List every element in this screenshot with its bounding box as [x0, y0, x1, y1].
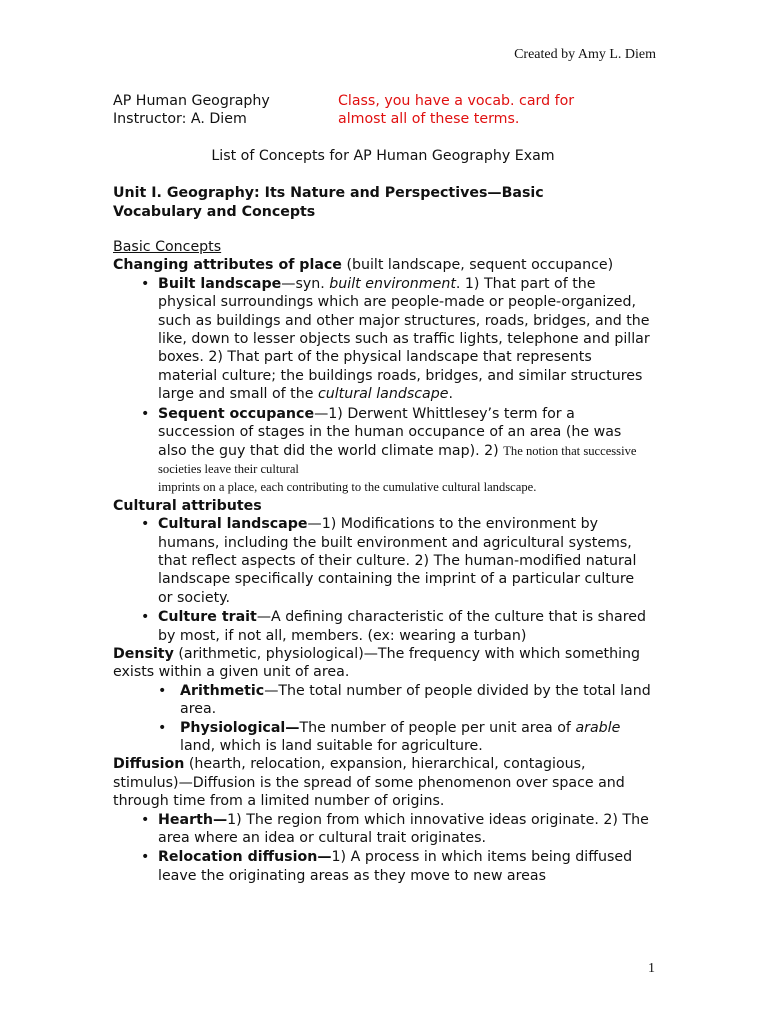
list-item: [113, 275, 653, 404]
changing-attributes-entry: [113, 256, 653, 274]
cultural-attributes-entry: [113, 497, 653, 515]
physiological-definition: The number of people per unit area of: [299, 719, 576, 736]
course-name: AP Human Geography: [113, 93, 270, 109]
changing-attributes-note: (built landscape, sequent occupance): [341, 257, 614, 274]
diffusion-entry: [113, 755, 653, 810]
instructor-name: Instructor: A. Diem: [113, 111, 247, 128]
built-environment-syn: built environment: [329, 275, 456, 292]
diffusion-term: Diffusion: [113, 756, 185, 773]
physiological-definition-end: land, which is land suitable for agriculture.: [180, 738, 483, 754]
arable-em: arable: [575, 719, 621, 736]
notice-line-2: almost all of these terms.: [338, 111, 520, 128]
changing-attributes-term: Changing attributes of place: [113, 257, 342, 274]
unit-heading-line-2: Vocabulary and Concepts: [113, 203, 316, 220]
bullet-icon: •: [141, 405, 150, 422]
cultural-attributes-list: [113, 515, 653, 645]
bullet-icon: •: [141, 811, 150, 828]
changing-attributes-list: [113, 275, 653, 497]
cultural-attributes-term: Cultural attributes: [113, 497, 262, 514]
relocation-diffusion-definition: 1) A process in which items being diffused leave the originating areas as they move to new areas: [158, 849, 633, 884]
hearth-term: Hearth—: [158, 811, 228, 828]
built-landscape-definition: . 1) That part of the physical surroundings which are people-made or people-organized, such as buildings and other major structures, roads, bridges, and the like, down to lesser objects such as traffic lights, telephone and pillar boxes. 2) That part of the physical landscape that represents material culture; the buildings roads, bridges, and similar structures large and small of the: [158, 275, 650, 403]
list-item: [113, 719, 653, 756]
vocab-card-notice: [338, 92, 574, 129]
culture-trait-definition: —A defining characteristic of the culture that is shared by most, if not all, members. (ex: wearing a turban): [158, 609, 646, 644]
list-item: [113, 682, 653, 719]
list-item: [113, 811, 653, 848]
page-number: 1: [648, 961, 655, 976]
bullet-icon: •: [141, 516, 150, 533]
sequent-occupance-term: Sequent occupance: [158, 405, 315, 422]
arithmetic-term: Arithmetic: [180, 682, 265, 699]
diffusion-list: [113, 811, 653, 886]
sequent-occupance-definition: —1) Derwent Whittlesey’s term for a succession of stages in the human occupance of an area (he was also the guy that did the world climate map). 2): [158, 405, 622, 459]
density-list: [113, 682, 653, 756]
culture-trait-term: Culture trait: [158, 609, 257, 626]
unit-heading: [113, 184, 653, 221]
list-item: [113, 608, 653, 645]
built-landscape-term: Built landscape: [158, 275, 282, 292]
physiological-term: Physiological—: [180, 719, 300, 736]
hearth-definition: 1) The region from which innovative ideas originate. 2) The area where an idea or cultural trait originates.: [158, 811, 649, 847]
built-landscape-dash: —syn.: [281, 275, 330, 292]
notice-line-1: Class, you have a vocab. card for: [338, 93, 575, 109]
course-info: [113, 92, 338, 129]
bullet-icon: •: [141, 275, 150, 292]
document-title: List of Concepts for AP Human Geography Exam: [211, 147, 555, 164]
density-term: Density: [113, 645, 174, 662]
title-block: [113, 92, 653, 129]
creator-credit: Created by Amy L. Diem: [514, 47, 656, 62]
arithmetic-definition: —The total number of people divided by the total land area.: [180, 682, 651, 718]
basic-concepts-heading: Basic Concepts: [113, 239, 222, 256]
diffusion-definition: (hearth, relocation, expansion, hierarchical, contagious, stimulus)—Diffusion is the spread of some phenomenon over space and through time from a limited number of origins.: [113, 756, 625, 810]
density-definition: (arithmetic, physiological)—The frequency with which something exists within a given unit of area.: [113, 645, 641, 681]
cultural-landscape-em: cultural landscape: [317, 386, 449, 403]
cultural-landscape-term: Cultural landscape: [158, 516, 308, 533]
sequent-occupance-serif-2: imprints on a place, each contributing to the cumulative cultural landscape.: [158, 480, 537, 495]
bullet-icon: •: [158, 682, 167, 699]
document-body: [113, 92, 653, 885]
list-item: [113, 515, 653, 607]
unit-heading-line-1: Unit I. Geography: Its Nature and Perspectives—Basic: [113, 185, 544, 202]
built-landscape-end: .: [448, 386, 453, 403]
bullet-icon: •: [141, 849, 150, 866]
density-entry: [113, 645, 653, 682]
list-item: [113, 405, 653, 497]
bullet-icon: •: [158, 719, 167, 736]
cultural-landscape-definition: —1) Modifications to the environment by humans, including the built environment and agricultural systems, that reflect aspects of their culture. 2) The human-modified natural landscape specifically containing the imprint of a particular culture or society.: [158, 516, 637, 606]
sequent-occupance-serif-1: The notion that successive societies leave their cultural: [158, 443, 637, 476]
relocation-diffusion-term: Relocation diffusion—: [158, 849, 332, 866]
list-item: [113, 848, 653, 885]
bullet-icon: •: [141, 609, 150, 626]
